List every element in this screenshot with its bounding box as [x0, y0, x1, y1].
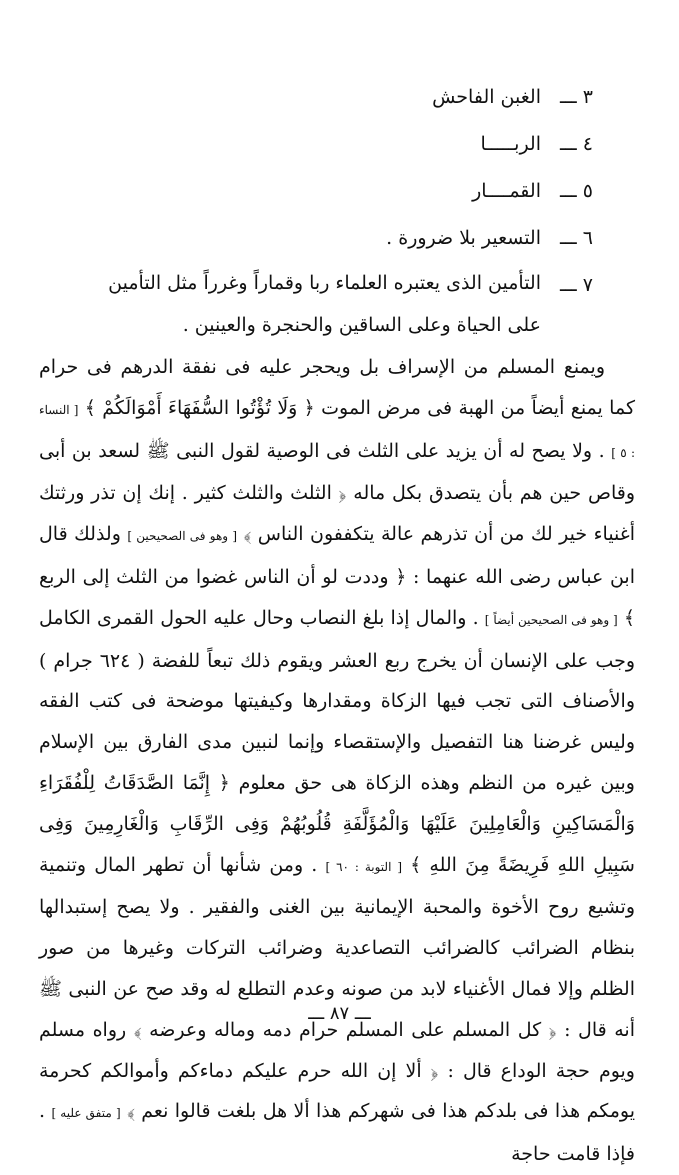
page-number: ـــ ٨٧ ـــ: [308, 1003, 371, 1024]
list-item-number: ٧ ـــ: [560, 274, 593, 296]
paragraph-text: . فإذا قامت حاجة: [39, 1100, 635, 1166]
list-item-number: ٣ ـــ: [560, 86, 593, 108]
list-item-text: الربـــــا: [480, 133, 541, 155]
citation: [ متفق عليه ]: [51, 1106, 121, 1121]
list-item-text: التسعير بلا ضرورة .: [386, 227, 541, 249]
list-item: [73, 121, 593, 168]
list-item-number: ٦ ـــ: [560, 227, 593, 249]
citation: [ التوبة : ٦٠ ]: [325, 859, 402, 874]
citation: [ وهو فى الصحيحين أيضاً ]: [484, 612, 618, 627]
citation: [ النساء : ٥ ]: [39, 402, 636, 460]
forbidden-items-list: [73, 74, 593, 346]
paragraph-text: . ومن شأنها أن تطهر المال وتنمية وتشيع روح الأخوة والمحبة الإيمانية بين الغنى والفقير . ولا يصح إستبدالها بنظام الضرائب كالضرائب التصاعدية وضرائب التركات وغيرها من صور الظلم وإلا فمال الأغنياء لابد من صونه وعدم التطلع له وقد صح عن النبى ﷺ أنه قال : ﴿ كل المسلم على المسلم حرام دمه وماله وعرضه ﴾ رواه مسلم ويوم حجة الوداع قال : ﴿ ألا إن الله حرم عليكم دماءكم وأموالكم كحرمة يومكم هذا فى بلدكم هذا فى شهركم هذا ألا هل بلغت قالوا نعم ﴾: [39, 853, 635, 1123]
paragraph-text: ولذلك قال ابن عباس رضى الله عنهما : ﴿ وددت لو أن الناس غضوا من الثلث إلى الربع ﴾: [39, 523, 636, 629]
list-item: [73, 262, 593, 346]
list-item-number: ٤ ـــ: [560, 133, 593, 155]
list-item: [73, 215, 593, 262]
citation: [ وهو فى الصحيحين ]: [127, 529, 238, 544]
list-item-text: القمــــار: [472, 180, 541, 202]
list-item-text: الغبن الفاحش: [432, 86, 541, 108]
list-item-text: التأمين الذى يعتبره العلماء ربا وقماراً وغرراً مثل التأمين على الحياة وعلى الساقين والحنجرة والعينين .: [108, 272, 541, 336]
body-paragraph: [39, 347, 635, 1175]
paragraph-text: . ولا يصح له أن يزيد على الثلث فى الوصية لقول النبى ﷺ لسعد بن أبى وقاص حين هم بأن يتصدق بكل ماله ﴿ الثلث والثلث كثير . إنك إن تذر ورثتك أغنياء خير لك من أن تذرهم عالة يتكففون الناس ﴾: [39, 439, 635, 546]
paragraph-text: ويمنع المسلم من الإسراف بل ويحجر عليه فى نفقة الدرهم فى حرام كما يمنع أيضاً من الهبة فى مرض الموت ﴿ وَلَا تُؤْتُوا السُّفَهَاءَ أَمْوَالَكُمْ ﴾: [39, 356, 635, 419]
list-item-number: ٥ ـــ: [560, 180, 593, 202]
list-item: [73, 74, 593, 121]
paragraph-text: . والمال إذا بلغ النصاب وحال عليه الحول القمرى الكامل وجب على الإنسان أن يخرج ربع العشر ويقوم ذلك تبعاً للفضة ( ٦٢٤ جرام ) والأصناف التى تجب فيها الزكاة ومقدارها وكيفيتها موضحة فى كتب الفقه وليس غرضنا هنا التفصيل والإستقصاء وإنما لنبين مدى الفارق بين الإسلام وبين غيره من النظم وهذه الزكاة هى حق معلوم ﴿ إِنَّمَا الصَّدَقَاتُ لِلْفُقَرَاءِ وَالْمَسَاكِينِ وَالْعَامِلِينَ عَلَيْهَا وَالْمُؤَلَّفَةِ قُلُوبُهُمْ وَفِى الرِّقَابِ وَالْغَارِمِينَ وَفِى سَبِيلِ اللهِ فَرِيضَةً مِنَ اللهِ ﴾: [39, 606, 635, 876]
list-item: [73, 168, 593, 215]
